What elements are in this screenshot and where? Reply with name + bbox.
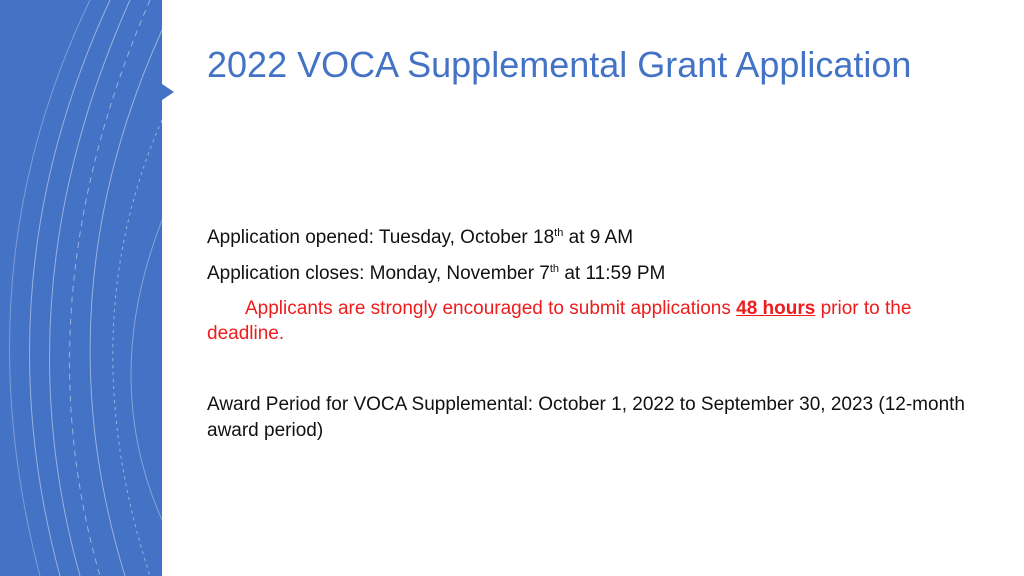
closes-text: Application closes: Monday, November 7	[207, 263, 550, 284]
opened-time: at 9 AM	[563, 227, 634, 248]
award-period-text: Award Period for VOCA Supplemental: October 1, 2022 to September 30, 2023 (12-month award period)	[207, 394, 965, 441]
arc-lines-decoration	[0, 0, 162, 576]
opened-ordinal-suffix: th	[554, 227, 564, 239]
closes-time: at 11:59 PM	[559, 263, 666, 284]
decorative-side-band	[0, 0, 162, 576]
opened-text: Application opened: Tuesday, October 18	[207, 227, 555, 248]
application-opened-line	[207, 226, 1007, 250]
slide-body	[207, 226, 1007, 444]
slide-title: 2022 VOCA Supplemental Grant Application	[207, 44, 912, 85]
closes-ordinal-suffix: th	[549, 263, 560, 275]
submission-recommendation-note	[207, 296, 977, 346]
note-text-after: prior to the deadline.	[207, 298, 912, 344]
note-text-before: Applicants are strongly encouraged to submit applications	[245, 298, 737, 319]
title-pointer-triangle	[162, 84, 174, 100]
application-closes-line	[207, 262, 1007, 286]
note-emphasis: 48 hours	[736, 298, 816, 319]
